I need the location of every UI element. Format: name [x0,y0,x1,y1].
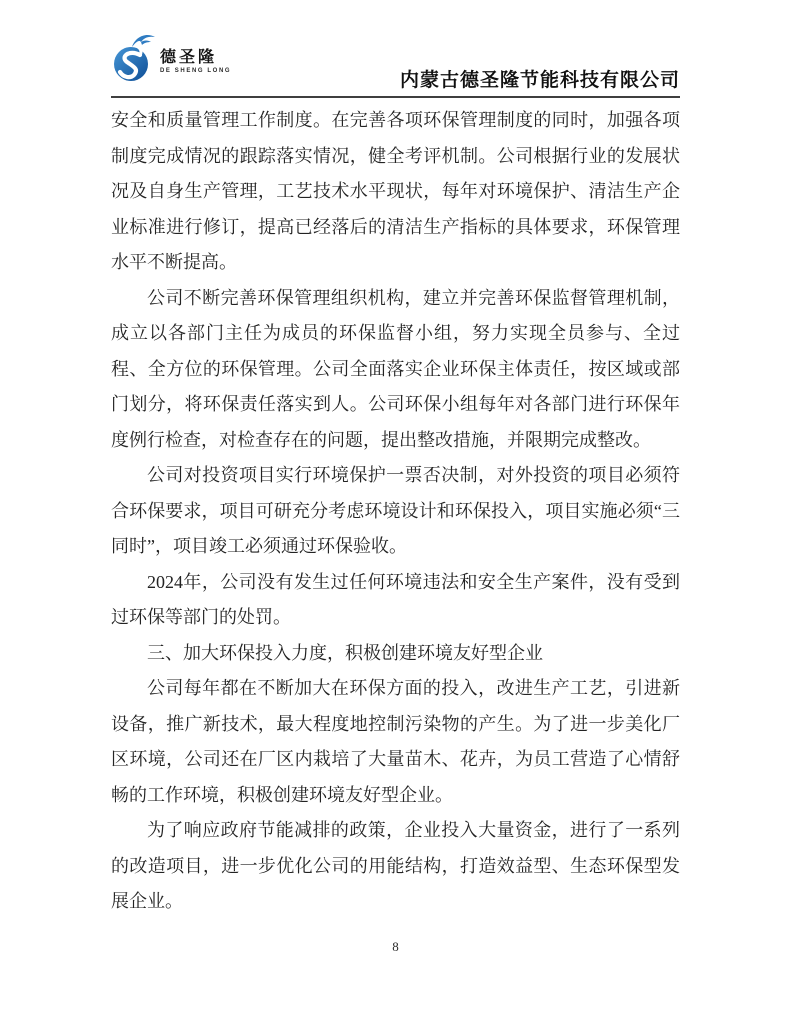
page-footer [0,938,791,956]
paragraph: 公司不断完善环保管理组织机构，建立并完善环保监督管理机制，成立以各部门主任为成员的环保监督小组，努力实现全员参与、全过程、全方位的环保管理。公司全面落实企业环保主体责任，按区域或部门划分，将环保责任落实到人。公司环保小组每年对各部门进行环保年度例行检查，对检查存在的问题，提出整改措施，并限期完成整改。 [111,287,680,450]
paragraph: 三、加大环保投入力度，积极创建环境友好型企业 [147,642,543,663]
paragraph: 公司每年都在不断加大在环保方面的投入，改进生产工艺，引进新设备，推广新技术，最大程度地控制污染物的产生。为了进一步美化厂区环境，公司还在厂区内栽培了大量苗木、花卉，为员工营造了心情舒畅的工作环境，积极创建环境友好型企业。 [111,678,680,805]
paragraph: 公司对投资项目实行环境保护一票否决制，对外投资的项目必须符合环保要求，项目可研充分考虑环境设计和环保投入，项目实施必须“三同时”，项目竣工必须通过环保验收。 [111,465,680,556]
document-body [111,98,680,920]
company-logo [111,30,231,84]
page-header [111,0,680,96]
page-number: 8 [392,939,399,954]
paragraph: 2024年，公司没有发生过任何环境违法和安全生产案件，没有受到过环保等部门的处罚。 [111,571,680,627]
paragraph: 安全和质量管理工作制度。在完善各项环保管理制度的同时，加强各项制度完成情况的跟踪落实情况，健全考评机制。公司根据行业的发展状况及自身生产管理，工艺技术水平现状，每年对环境保护、清洁生产企业标准进行修订，提高已经落后的清洁生产指标的具体要求，环保管理水平不断提高。 [111,110,680,272]
logo-dragon-s-icon [111,30,157,84]
logo-wordmark [160,49,231,75]
logo-name-english: DE SHENG LONG [160,68,232,74]
paragraph: 为了响应政府节能减排的政策，企业投入大量资金，进行了一系列的改造项目，进一步优化公司的用能结构，打造效益型、生态环保型发展企业。 [111,820,680,911]
logo-name-chinese: 德圣隆 [160,49,218,66]
company-name: 内蒙古德圣隆节能科技有限公司 [399,70,680,91]
content-area [111,0,680,920]
